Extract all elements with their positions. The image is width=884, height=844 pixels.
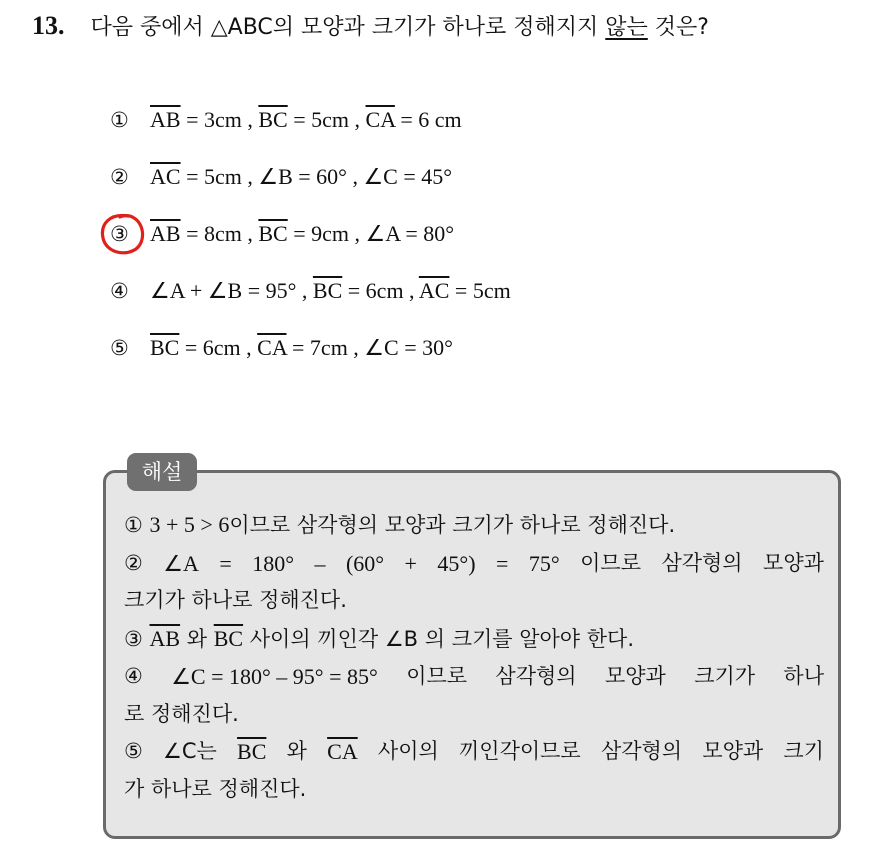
question-header (32, 10, 709, 41)
option-marker: ② (110, 165, 129, 189)
segment-overline: $\overline{BC}$ (150, 335, 180, 360)
option-1[interactable]: ① $\overline{AB} = 3cm$ , $\overline{BC} = 5cm$ , $\overline{CA} = 6$ cm (110, 107, 462, 132)
option-3[interactable]: ③ $\overline{AB} = 8cm$ , $\overline{BC} = 9cm$ , ∠A = 80° (110, 221, 511, 278)
explanation-line-6: 로 정해진다. (124, 701, 239, 726)
segment-overline: $\overline{CA}$ (327, 739, 358, 764)
segment-overline: $\overline{AC}$ (150, 164, 181, 189)
segment-overline: $\overline{BC}$ (213, 625, 244, 651)
answer-options (110, 107, 511, 392)
segment-overline: $\overline{BC}$ (312, 278, 343, 303)
segment-overline: $\overline{BC}$ (258, 107, 288, 132)
segment-overline: $\overline{AB}$ (149, 625, 181, 651)
option-4[interactable]: ④ ∠A + ∠B = 95° , $\overline{BC} = 6cm$ , $\overline{AC} = 5cm$ (110, 278, 511, 303)
option-marker: ④ (110, 279, 129, 303)
underlined-word: 않는 (605, 15, 648, 40)
option-marker: ① (110, 108, 129, 132)
option-marker: ③ (110, 222, 129, 246)
explanation-line-7: ⑤ ∠C는 $\overline{BC}$ 와 $\overline{CA}$ 사이의 끼인각이므로 삼각형의 모양과 크기 (124, 733, 824, 771)
option-marker: ⑤ (110, 336, 129, 360)
segment-overline: $\overline{CA}$ (365, 107, 395, 132)
option-2[interactable]: ② $\overline{AC} = 5cm$ , ∠B = 60° , ∠C = 45° (110, 164, 453, 189)
explanation-line-4: ③ $\overline{AB}$ 와 $\overline{BC}$ 사이의 끼인각 ∠B 의 크기를 알아야 한다. (124, 625, 635, 651)
segment-overline: $\overline{BC}$ (237, 739, 267, 764)
question-text: 다음 중에서 △ABC의 모양과 크기가 하나로 정해지지 않는 것은? (90, 15, 709, 40)
segment-overline: $\overline{CA}$ (257, 335, 287, 360)
explanation-line-8: 가 하나로 정해진다. (124, 776, 307, 801)
explanation-line-1: ① 3 + 5 > 6이므로 삼각형의 모양과 크기가 하나로 정해진다. (124, 512, 676, 537)
explanation-line-2: ② ∠A = 180° – (60° + 45°) = 75° 이므로 삼각형의 모양과 (124, 550, 824, 576)
segment-overline: $\overline{AB}$ (150, 221, 181, 246)
explanation-line-5: ④ ∠C = 180° – 95° = 85° 이므로 삼각형의 모양과 크기가 하나 (124, 664, 824, 689)
segment-overline: $\overline{AB}$ (150, 107, 181, 132)
explanation-label: 해설 (127, 453, 197, 491)
segment-overline: $\overline{AC}$ (418, 278, 450, 303)
explanation-line-3: 크기가 하나로 정해진다. (124, 588, 347, 612)
option-5[interactable]: ⑤ $\overline{BC} = 6cm$ , $\overline{CA} = 7cm$ , ∠C = 30° (110, 335, 453, 360)
segment-overline: $\overline{BC}$ (258, 221, 288, 246)
question-number: 13. (32, 11, 65, 40)
explanation-body (124, 506, 824, 808)
